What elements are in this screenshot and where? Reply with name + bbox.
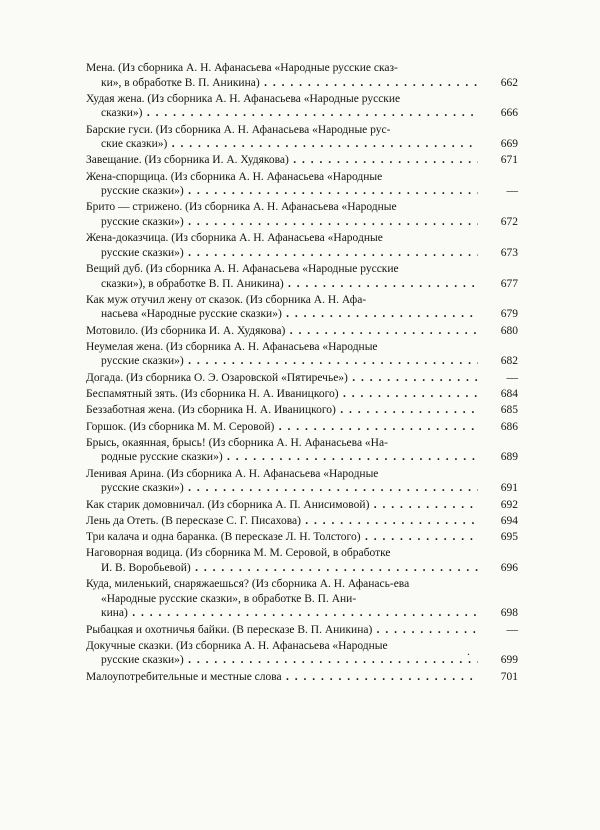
toc-entry-line: насьева «Народные русские сказки») . . . bbox=[86, 307, 478, 322]
toc-entry bbox=[86, 153, 518, 168]
toc-entry-line: Лень да Отеть. (В пересказе С. Г. Писахова) . . . bbox=[86, 514, 478, 529]
toc-entry-line: русские сказки») . . . bbox=[86, 184, 478, 199]
toc-entry bbox=[86, 340, 518, 369]
toc-entry bbox=[86, 530, 518, 545]
toc-entry-line: Беспамятный зять. (Из сборника Н. А. Иваницкого) . . . bbox=[86, 387, 478, 402]
toc-entry bbox=[86, 61, 518, 90]
toc-entry bbox=[86, 387, 518, 402]
page-number: 685 bbox=[480, 403, 518, 418]
toc-entry-line: родные русские сказки») . . . bbox=[86, 450, 478, 465]
toc-entry bbox=[86, 403, 518, 418]
toc-entry-line: Три калача и одна баранка. (В пересказе Л. Н. Толстого) . . . bbox=[86, 530, 478, 545]
toc-entry-line: Жена-доказчица. (Из сборника А. Н. Афанасьева «Народные bbox=[86, 232, 383, 245]
toc-entry-line: русские сказки») . . . bbox=[86, 246, 478, 261]
page-number: 673 bbox=[480, 246, 518, 261]
page-number: 672 bbox=[480, 215, 518, 230]
toc-entry bbox=[86, 670, 518, 685]
toc-entry bbox=[86, 92, 518, 121]
toc-entry bbox=[86, 231, 518, 260]
toc-entry-line: Вещий дуб. (Из сборника А. Н. Афанасьева «Народные русские bbox=[86, 263, 399, 276]
toc-entry bbox=[86, 123, 518, 152]
toc-entry-line: Как муж отучил жену от сказок. (Из сборника А. Н. Афа- bbox=[86, 293, 367, 306]
toc-entry-line: русские сказки») . . . bbox=[86, 481, 478, 496]
toc-entry-line: Докучные сказки. (Из сборника А. Н. Афанасьева «Народные bbox=[86, 639, 388, 652]
page-number: 698 bbox=[480, 606, 518, 621]
toc-entry bbox=[86, 467, 518, 496]
toc-entry bbox=[86, 577, 518, 621]
page-number: 662 bbox=[480, 76, 518, 91]
page-number: 696 bbox=[480, 561, 518, 576]
toc-entry bbox=[86, 436, 518, 465]
page-number: 689 bbox=[480, 450, 518, 465]
toc-entry-line: Неумелая жена. (Из сборника А. Н. Афанасьева «Народные bbox=[86, 340, 378, 353]
toc-entry-line: Брито — стрижено. (Из сборника А. Н. Афанасьева «Народные bbox=[86, 201, 397, 214]
toc-entry-line: Наговорная водица. (Из сборника М. М. Серовой, в обработке bbox=[86, 547, 391, 560]
stray-dot: . bbox=[467, 644, 470, 658]
toc-entry-line: Жена-спорщица. (Из сборника А. Н. Афанасьева «Народные bbox=[86, 170, 383, 183]
toc-entry-line: Догада. (Из сборника О. Э. Озаровской «Пятиречье») . . . bbox=[86, 371, 478, 386]
page-number: 691 bbox=[480, 481, 518, 496]
toc-entry-line: Малоупотребительные и местные слова . . . bbox=[86, 670, 478, 685]
toc-entry-line: Барские гуси. (Из сборника А. Н. Афанасьева «Народные рус- bbox=[86, 123, 391, 136]
toc-entry bbox=[86, 293, 518, 322]
toc-entry bbox=[86, 546, 518, 575]
toc-entry-line: Ленивая Арина. (Из сборника А. Н. Афанасьева «Народные bbox=[86, 467, 379, 480]
page-number: 666 bbox=[480, 106, 518, 121]
toc-entry-line: сказки») . . . bbox=[86, 106, 478, 121]
toc-entry bbox=[86, 371, 518, 386]
page-number: 679 bbox=[480, 307, 518, 322]
page-number: 677 bbox=[480, 277, 518, 292]
toc-entry bbox=[86, 623, 518, 638]
toc-entry-line: ки», в обработке В. П. Аникина) . . . bbox=[86, 76, 478, 91]
page-number: — bbox=[480, 623, 518, 638]
toc-entry-line: Мотовило. (Из сборника И. А. Худякова) . . . bbox=[86, 324, 478, 339]
toc-entry-line: Куда, миленький, снаряжаешься? (Из сборника А. Н. Афанась-ева bbox=[86, 578, 410, 591]
toc-entry-line: русские сказки») . . . bbox=[86, 653, 478, 668]
page-number: 680 bbox=[480, 324, 518, 339]
page-number: — bbox=[480, 371, 518, 386]
toc-entry-line: Горшок. (Из сборника М. М. Серовой) . . . bbox=[86, 420, 478, 435]
table-of-contents bbox=[86, 61, 518, 686]
toc-entry-line: «Народные русские сказки», в обработке В. П. Ани- bbox=[101, 592, 357, 605]
toc-entry bbox=[86, 324, 518, 339]
page-number: 669 bbox=[480, 137, 518, 152]
page-number: 686 bbox=[480, 420, 518, 435]
toc-entry-line: Рыбацкая и охотничья байки. (В пересказе В. П. Аникина) . . . bbox=[86, 623, 478, 638]
toc-entry-line: русские сказки») . . . bbox=[86, 354, 478, 369]
toc-entry-line: Худая жена. (Из сборника А. Н. Афанасьева «Народные русские bbox=[86, 92, 401, 105]
page-number: 692 bbox=[480, 498, 518, 513]
toc-entry bbox=[86, 170, 518, 199]
toc-entry bbox=[86, 420, 518, 435]
toc-entry bbox=[86, 200, 518, 229]
toc-entry-line: Брысь, окаянная, брысь! (Из сборника А. Н. Афанасьева «На- bbox=[86, 436, 388, 449]
toc-entry bbox=[86, 498, 518, 513]
toc-entry-line: И. В. Воробьевой) . . . bbox=[86, 561, 478, 576]
toc-entry bbox=[86, 514, 518, 529]
toc-entry-line: Завещание. (Из сборника И. А. Худякова) . . . bbox=[86, 153, 478, 168]
page-number: 694 bbox=[480, 514, 518, 529]
toc-entry-line: Мена. (Из сборника А. Н. Афанасьева «Народные русские сказ- bbox=[86, 62, 398, 74]
page-number: 671 bbox=[480, 153, 518, 168]
toc-entry bbox=[86, 639, 518, 668]
toc-entry-line: кина) . . . bbox=[86, 606, 478, 621]
page-number: 682 bbox=[480, 354, 518, 369]
toc-entry-line: русские сказки») . . . bbox=[86, 215, 478, 230]
toc-entry-line: Как старик домовничал. (Из сборника А. П. Анисимовой) . . . bbox=[86, 498, 478, 513]
toc-entry-line: ские сказки») . . . bbox=[86, 137, 478, 152]
page-number: 684 bbox=[480, 387, 518, 402]
toc-entry-line: сказки»), в обработке В. П. Аникина) . . . bbox=[86, 277, 478, 292]
toc-entry-line: Беззаботная жена. (Из сборника Н. А. Иваницкого) . . . bbox=[86, 403, 478, 418]
page-number: 701 bbox=[480, 670, 518, 685]
page-number: — bbox=[480, 184, 518, 199]
page-number: 695 bbox=[480, 530, 518, 545]
page-number: 699 bbox=[480, 653, 518, 668]
toc-entry bbox=[86, 262, 518, 291]
